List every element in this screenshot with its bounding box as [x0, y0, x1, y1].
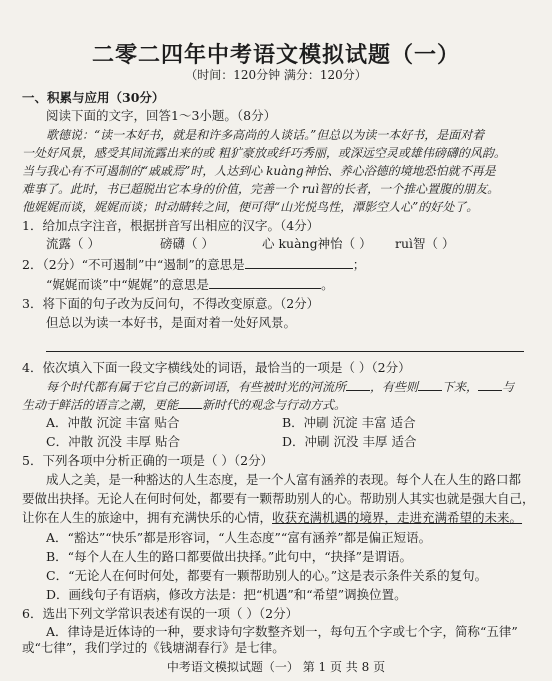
q2-text: 。 [321, 277, 334, 292]
q4-text: ，有些则 [370, 380, 419, 394]
q4-text: 与 [502, 380, 515, 394]
question-4-passage [46, 378, 514, 395]
q1-item: 心 kuàng神怡（ ） [262, 236, 372, 251]
q4-option-c[interactable]: C．冲散 沉没 丰厚 贴合 [46, 434, 180, 449]
q6-option-a[interactable]: A．律诗是近体诗的一种，要求诗句字数整齐划一，每句五个字或七个字，简称“五律” [46, 624, 518, 639]
q2-text: 2．（2分）“不可遏制”中“遏制”的意思是 [22, 257, 245, 272]
q5-option-c[interactable]: C．“无论人在何时何处，都要有一颗帮助别人的心。”这是表示条件关系的复句。 [46, 568, 488, 583]
q4-text: 每个时代都有属于它自己的新词语，有些被时光的河流所 [46, 380, 347, 394]
q6-option-a-cont: 或“七律”，我们学过的《钱塘湖春行》是七律。 [22, 640, 285, 655]
q5-text: 让你在人生的旅途中，拥有充满快乐的心情， [22, 510, 273, 525]
q5-option-b[interactable]: B．“每个人在人生的路口都要做出抉择。”此句中，“抉择”是谓语。 [46, 549, 412, 564]
question-3-stem: 3．将下面的句子改为反问句，不得改变原意。（2分） [22, 296, 320, 311]
answer-blank[interactable] [418, 378, 442, 391]
q1-item: 磅礴（ ） [160, 236, 214, 251]
q1-item: ruì智（ ） [395, 236, 455, 251]
q4-text: 生动于鲜活的语言之潮，更能 [22, 398, 179, 412]
q1-item: 流露（ ） [46, 236, 100, 251]
question-4-passage [22, 396, 346, 413]
question-6-stem: 6．选出下列文学常识表述有误的一项（ ）（2分） [22, 606, 299, 621]
question-1-stem: 1．给加点字注音，根据拼音写出相应的汉字。（4分） [22, 218, 320, 233]
q5-passage-line: 要做出抉择。无论人在何时何处，都要有一颗帮助别人的心。帮助别人其实也就是强大自己， [22, 491, 535, 506]
passage-line: 一处好风景，感受其间流露出来的或 粗犷豪放或纤巧秀丽，或深远空灵或雄伟磅礴的风韵。 [22, 146, 506, 160]
question-5-stem: 5．下列各项中分析正确的一项是（ ）（2分） [22, 453, 274, 468]
q5-option-d[interactable]: D．画线句子有语病，修改方法是：把“机遇”和“希望”调换位置。 [46, 587, 407, 602]
q2-text: ； [352, 257, 366, 272]
q4-option-d[interactable]: D．冲刷 沉没 丰厚 适合 [282, 434, 417, 449]
answer-blank[interactable] [478, 378, 502, 391]
q4-option-b[interactable]: B．冲刷 沉淀 丰富 适合 [282, 415, 416, 430]
passage-line: 难事了。此时，书已超脱出它本身的价值，完善一个 ruì智的长者，一个推心置腹的朋友。 [22, 182, 500, 196]
passage-line: 当与我心有不可遏制的“戚戚焉”时，人达到心 kuàng神怡、养心浴德的境地恐怕就不再是 [22, 164, 496, 178]
section-heading: 一、积累与应用（30分） [22, 90, 165, 105]
question-3-sentence: 但总以为读一本好书，是面对着一处好风景。 [46, 315, 297, 330]
passage-line: 他娓娓而谈，娓娓而谈；时动睛转之间，便可得“山光悦鸟性，潭影空人心”的好处了。 [22, 200, 479, 214]
question-2-line [22, 256, 365, 273]
q4-option-a[interactable]: A．冲散 沉淀 丰富 贴合 [46, 415, 180, 430]
question-4-stem: 4．依次填入下面一段文字横线处的词语，最恰当的一项是（ ）（2分） [22, 360, 411, 375]
q5-passage-line [22, 510, 522, 526]
q5-option-a[interactable]: A．“豁达”“快乐”都是形容词，“人生态度”“富有涵养”都是偏正短语。 [46, 530, 432, 545]
answer-blank[interactable] [178, 396, 202, 409]
answer-blank[interactable] [245, 256, 353, 269]
underlined-sentence: 收获充满机遇的境界，走进充满希望的未来。 [272, 510, 523, 525]
section-intro: 阅读下面的文字，回答1～3小题。（8分） [46, 108, 277, 123]
exam-subtitle: （时间：120分钟 满分：120分） [185, 68, 367, 82]
q4-text: 新时代的观念与行动方式。 [202, 398, 347, 412]
q2-text: “娓娓而谈”中“娓娓”的意思是 [46, 277, 210, 292]
q5-passage-line: 成人之美，是一种豁达的人生态度，是一个人富有涵养的表现。每个人在人生的路口都 [46, 472, 522, 487]
q4-text: 下来， [442, 380, 479, 394]
answer-blank[interactable] [346, 378, 370, 391]
page-footer: 中考语文模拟试题（一） 第 1 页 共 8 页 [166, 660, 386, 674]
answer-line[interactable] [46, 351, 524, 352]
exam-title: 二零二四年中考语文模拟试题（一） [91, 43, 460, 68]
passage-line: 歌德说：“读一本好书，就是和许多高尚的人谈话。”但总以为读一本好书，是面对着 [46, 128, 485, 142]
answer-blank[interactable] [209, 276, 321, 289]
question-2-line [46, 276, 334, 293]
